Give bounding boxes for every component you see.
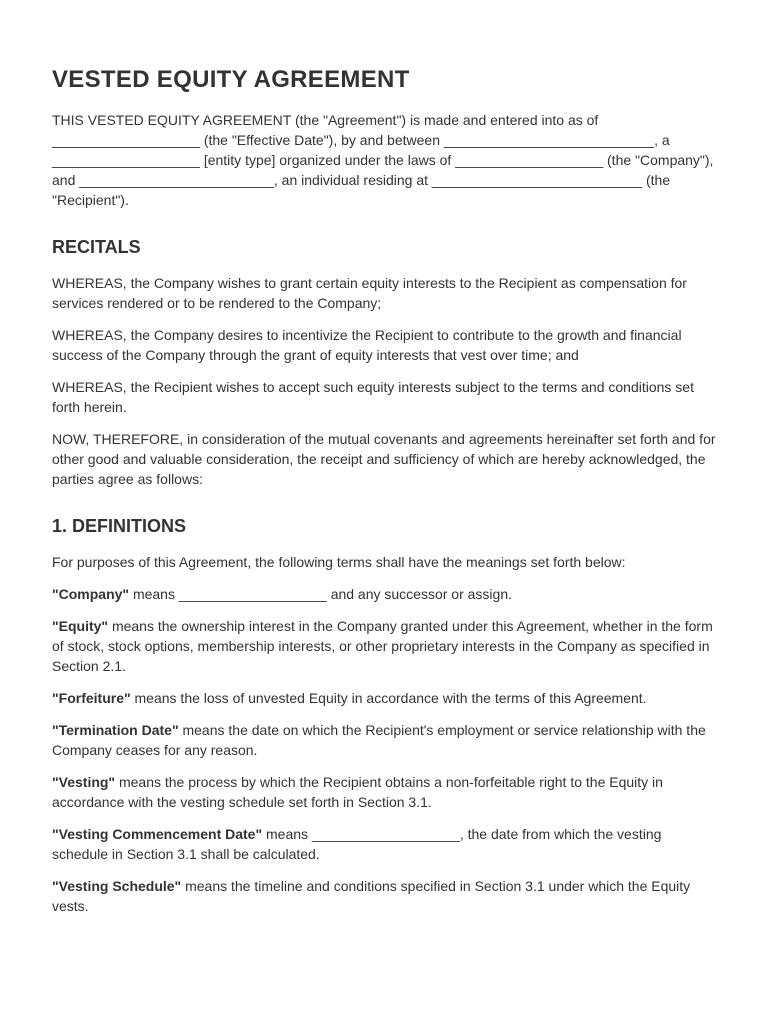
definition-text-forfeiture: means the loss of unvested Equity in accordance with the terms of this Agreement. (130, 690, 647, 706)
definition-term-vesting-commencement-date: "Vesting Commencement Date" (52, 826, 263, 842)
document-title: VESTED EQUITY AGREEMENT (52, 66, 410, 93)
definition-text-equity: means the ownership interest in the Company granted under this Agreement, whether in the form of stock, stock options, membership interests, or other proprietary interests in the Company as specified in Section 2.1. (52, 618, 713, 674)
recital-paragraph-now-therefore: NOW, THEREFORE, in consideration of the mutual covenants and agreements hereinafter set forth and for other good and valuable consideration, the receipt and sufficiency of which are hereby acknowledged, the parties agree as follows: (52, 431, 716, 487)
definitions-lead: For purposes of this Agreement, the following terms shall have the meanings set forth below: (52, 554, 626, 570)
definitions-heading: 1. DEFINITIONS (52, 516, 187, 536)
definition-text-vesting-schedule: means the timeline and conditions specified in Section 3.1 under which the Equity vests. (52, 878, 691, 914)
definition-item-termination-date (52, 720, 718, 760)
intro-paragraph: THIS VESTED EQUITY AGREEMENT (the "Agreement") is made and entered into as of ___________________ (the "Effective Date"), by and between ___________________________, a ___________________ [entity type] organized under the laws of ___________________ (the "Company"), and _________________________, an individual residing at ___________________________ (the "Recipient"). (52, 112, 714, 208)
definition-text-vesting: means the process by which the Recipient obtains a non-forfeitable right to the Equity in accordance with the vesting schedule set forth in Section 3.1. (52, 774, 663, 810)
definition-item-vesting (52, 772, 718, 812)
definition-item-vesting-schedule (52, 876, 718, 916)
definition-term-vesting: "Vesting" (52, 774, 116, 790)
definition-term-company: "Company" (52, 586, 130, 602)
recital-paragraph-whereas-3: WHEREAS, the Recipient wishes to accept such equity interests subject to the terms and conditions set forth herein. (52, 379, 694, 415)
definition-term-termination-date: "Termination Date" (52, 722, 179, 738)
definition-item-forfeiture (52, 688, 718, 708)
definition-term-forfeiture: "Forfeiture" (52, 690, 131, 706)
definition-item-company (52, 584, 718, 604)
recitals-heading: RECITALS (52, 237, 141, 257)
definition-text-termination-date: means the date on which the Recipient's employment or service relationship with the Company ceases for any reason. (52, 722, 706, 758)
definition-item-vesting-commencement-date (52, 824, 718, 864)
definition-item-equity (52, 616, 718, 676)
definition-text-company: means ___________________ and any successor or assign. (129, 586, 513, 602)
definition-term-vesting-schedule: "Vesting Schedule" (52, 878, 182, 894)
recital-paragraph-whereas-1: WHEREAS, the Company wishes to grant certain equity interests to the Recipient as compensation for services rendered or to be rendered to the Company; (52, 275, 687, 311)
recital-paragraph-whereas-2: WHEREAS, the Company desires to incentivize the Recipient to contribute to the growth and financial success of the Company through the grant of equity interests that vest over time; and (52, 327, 682, 363)
definition-term-equity: "Equity" (52, 618, 109, 634)
definition-text-vesting-commencement-date: means ___________________, the date from which the vesting schedule in Section 3.1 shall be calculated. (52, 826, 662, 862)
